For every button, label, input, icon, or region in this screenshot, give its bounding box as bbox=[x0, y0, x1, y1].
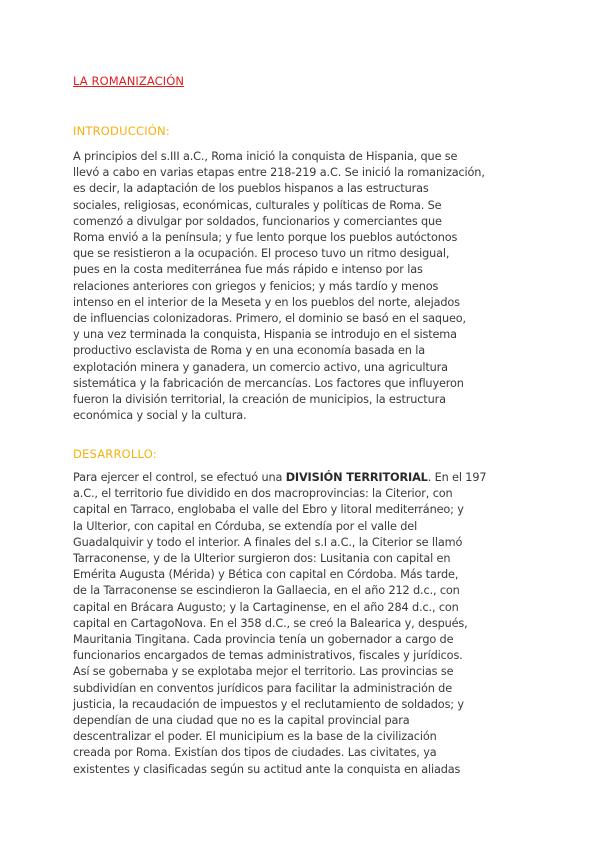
text-line: capital en Brácara Augusto; y la Cartaginense, en el año 284 d.c., con bbox=[73, 600, 459, 614]
text-line: funcionarios encargados de temas administrativos, fiscales y jurídicos. bbox=[73, 649, 463, 663]
text-line: Guadalquivir y todo el interior. A finales del s.I a.C., la Citerior se llamó bbox=[73, 535, 463, 549]
text-line: llevó a cabo en varias etapas entre 218-219 a.C. Se inició la romanización, bbox=[73, 166, 485, 180]
text-line: intenso en el interior de la Meseta y en los pueblos del norte, alejados bbox=[73, 295, 460, 309]
text-line: comenzó a divulgar por soldados, funcionarios y comerciantes que bbox=[73, 214, 442, 228]
text-line: Roma envió a la península; y fue lento porque los pueblos autóctonos bbox=[73, 231, 458, 245]
text-run: Para ejercer el control, se efectuó una bbox=[73, 471, 286, 484]
text-run: . En el 197 bbox=[427, 471, 487, 484]
text-line: subdividían en conventos jurídicos para facilitar la administración de bbox=[73, 681, 452, 695]
introduction-paragraph bbox=[73, 149, 533, 424]
bold-term: DIVISIÓN TERRITORIAL bbox=[285, 471, 428, 484]
text-line: creada por Roma. Existían dos tipos de ciudades. Las civitates, ya bbox=[73, 746, 437, 760]
text-line: descentralizar el poder. El municipium es la base de la civilización bbox=[73, 730, 437, 744]
introduction-heading: INTRODUCCIÓN: bbox=[73, 124, 170, 138]
text-line: capital en Tarraco, englobaba el valle del Ebro y litoral mediterráneo; y bbox=[73, 503, 464, 517]
document-title: LA ROMANIZACIÓN bbox=[73, 74, 185, 88]
text-line: dependían de una ciudad que no es la capital provincial para bbox=[73, 714, 410, 728]
text-line: económica y social y la cultura. bbox=[73, 409, 247, 423]
text-line: existentes y clasificadas según su actitud ante la conquista en aliadas bbox=[73, 762, 461, 776]
text-line: productivo esclavista de Roma y en una economía basada en la bbox=[73, 344, 425, 358]
text-line bbox=[73, 470, 533, 486]
text-line: de influencias colonizadoras. Primero, el dominio se basó en el saqueo, bbox=[73, 312, 466, 326]
text-line: Tarraconense, y de la Ulterior surgieron dos: Lusitania con capital en bbox=[73, 552, 451, 566]
text-line: que se resistieron a la ocupación. El proceso tuvo un ritmo desigual, bbox=[73, 247, 450, 261]
development-heading: DESARROLLO: bbox=[73, 447, 157, 461]
text-line: justicia, la recaudación de impuestos y el reclutamiento de soldados; y bbox=[73, 697, 464, 711]
development-paragraph bbox=[73, 470, 533, 778]
text-line: sociales, religiosas, económicas, culturales y políticas de Roma. Se bbox=[73, 198, 442, 212]
text-line: explotación minera y ganadera, un comercio activo, una agricultura bbox=[73, 360, 448, 374]
text-line: la Ulterior, con capital en Córduba, se extendía por el valle del bbox=[73, 519, 418, 533]
text-line: pues en la costa mediterránea fue más rápido e intenso por las bbox=[73, 263, 423, 277]
text-line: fueron la división territorial, la creación de municipios, la estructura bbox=[73, 393, 446, 407]
text-line: Así se gobernaba y se explotaba mejor el territorio. Las provincias se bbox=[73, 665, 454, 679]
text-line: de la Tarraconense se escindieron la Gallaecia, en el año 212 d.c., con bbox=[73, 584, 460, 598]
text-line: A principios del s.III a.C., Roma inició la conquista de Hispania, que se bbox=[73, 150, 458, 163]
text-line: Mauritania Tingitana. Cada provincia tenía un gobernador a cargo de bbox=[73, 633, 454, 647]
text-line: y una vez terminada la conquista, Hispania se introdujo en el sistema bbox=[73, 328, 457, 342]
text-line: sistemática y la fabricación de mercancías. Los factores que influyeron bbox=[73, 376, 464, 390]
text-line: relaciones anteriores con griegos y fenicios; y más tardío y menos bbox=[73, 279, 439, 293]
text-line: es decir, la adaptación de los pueblos hispanos a las estructuras bbox=[73, 182, 429, 196]
text-line: capital en CartagoNova. En el 358 d.C., se creó la Balearica y, después, bbox=[73, 616, 468, 630]
text-line: Emérita Augusta (Mérida) y Bética con capital en Córdoba. Más tarde, bbox=[73, 568, 459, 582]
text-line: a.C., el territorio fue dividido en dos macroprovincias: la Citerior, con bbox=[73, 487, 453, 501]
